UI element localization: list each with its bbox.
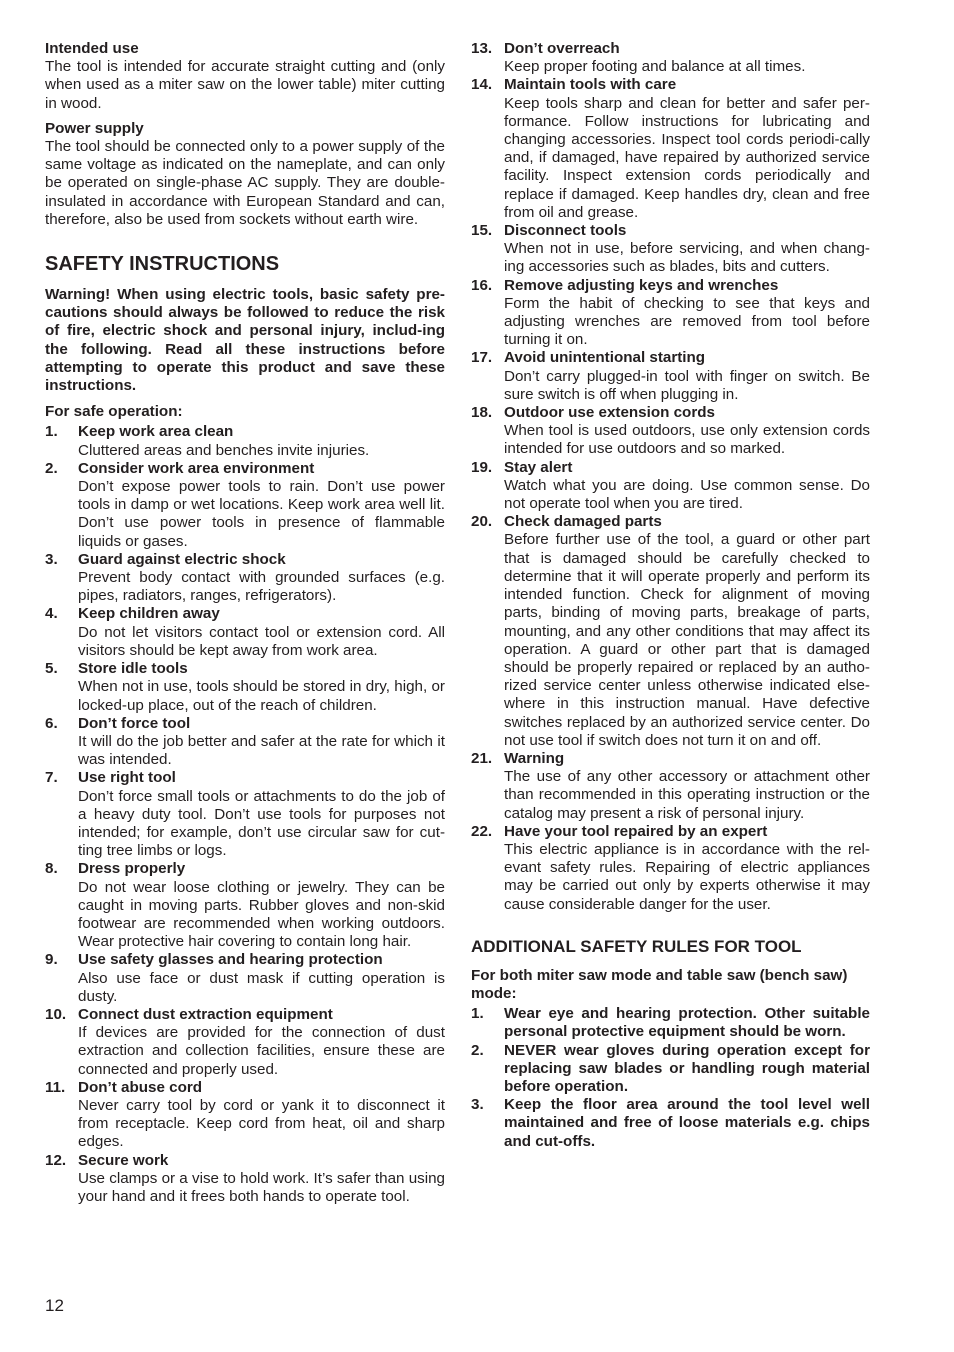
list-item bbox=[45, 1152, 445, 1207]
item-title: Disconnect tools bbox=[504, 222, 627, 240]
safety-warning: Warning! When using electric tools, basic safety pre-cautions should always be followed to reduce the risk of fire, electric shock and personal injury, includ-ing the following. Read all these instructions before attempting to operate this product and save these instructions. bbox=[45, 286, 445, 395]
item-body: This electric appliance is in accordance with the rel-evant safety rules. Repairing of electric appliances may be carried out only by experts otherwise it may cause considerable danger for the user. bbox=[504, 840, 870, 913]
item-body: NEVER wear gloves during operation except for replacing saw blades or handling rough material before operation. bbox=[504, 1041, 870, 1095]
safety-instructions-heading: SAFETY INSTRUCTIONS bbox=[45, 253, 280, 276]
additional-safety-subheading: For both miter saw mode and table saw (bench saw) mode: bbox=[471, 966, 848, 1002]
list-item bbox=[471, 750, 870, 823]
list-item bbox=[471, 349, 870, 404]
list-item bbox=[45, 715, 445, 770]
item-title: Check damaged parts bbox=[504, 513, 662, 531]
intended-use-heading: Intended use bbox=[45, 40, 139, 57]
item-title: Warning bbox=[504, 749, 565, 767]
item-title: Stay alert bbox=[504, 458, 573, 476]
item-body: It will do the job better and safer at the rate for which it was intended. bbox=[78, 732, 445, 769]
item-title: Consider work area environment bbox=[78, 459, 315, 477]
item-number: 4. bbox=[45, 605, 58, 623]
list-item bbox=[45, 1079, 445, 1152]
item-body: Don’t force small tools or attachments to do the job of a heavy duty tool. Don’t use tools for purposes not intended; for example, don’t use circular saw for cut-ting tree limbs or logs. bbox=[78, 787, 445, 860]
item-number: 3. bbox=[471, 1096, 484, 1114]
safety-items-list-left bbox=[45, 423, 445, 1206]
item-number: 18. bbox=[471, 404, 493, 422]
item-number: 9. bbox=[45, 951, 58, 969]
item-body: Use clamps or a vise to hold work. It’s safer than using your hand and it frees both hands to operate tool. bbox=[78, 1169, 445, 1205]
item-number: 13. bbox=[471, 40, 493, 57]
item-number: 2. bbox=[45, 459, 58, 477]
item-title: Store idle tools bbox=[78, 660, 188, 678]
list-item bbox=[471, 277, 870, 350]
list-item bbox=[45, 951, 445, 1006]
item-number: 19. bbox=[471, 458, 493, 476]
item-title: Secure work bbox=[78, 1151, 169, 1169]
item-body: Keep the floor area around the tool level well maintained and free of loose materials e.g. chips and cut-offs. bbox=[504, 1096, 870, 1150]
list-item bbox=[471, 1005, 870, 1041]
item-body: Before further use of the tool, a guard or other part that is damaged should be carefully checked to determine that it will operate properly and perform its intended function. Check for alignment of moving parts, binding of moving parts, breakage of parts, mounting, and any other conditions that may affect its operation. A guard or other part that is damaged should be properly repaired or replaced by an autho-rized service center unless otherwise indicated else-where in this instruction manual. Have defective switches replaced by an authorized service center. Do not use tool if switch does not turn it on and off. bbox=[504, 531, 870, 749]
item-body: Do not let visitors contact tool or extension cord. All visitors should be kept away from work area. bbox=[78, 623, 445, 659]
item-title: Use safety glasses and hearing protection bbox=[78, 951, 383, 969]
item-body: The use of any other accessory or attachment other than recommended in this operating instruction or the catalog may present a risk of personal injury. bbox=[504, 768, 870, 822]
item-body: Keep proper footing and balance at all times. bbox=[504, 58, 806, 76]
item-body: When tool is used outdoors, use only extension cords intended for use outdoors and so marked. bbox=[504, 422, 870, 458]
item-body: Do not wear loose clothing or jewelry. They can be caught in moving parts. Rubber gloves and non-skid footwear are recommended when working outdoors. Wear protective hair covering to contain long hair. bbox=[78, 878, 445, 951]
list-item bbox=[45, 423, 445, 459]
item-title: Dress properly bbox=[78, 860, 186, 878]
list-item bbox=[471, 222, 870, 277]
item-title: Maintain tools with care bbox=[504, 76, 677, 94]
item-title: Keep children away bbox=[78, 605, 220, 623]
additional-safety-heading: ADDITIONAL SAFETY RULES FOR TOOL bbox=[471, 936, 802, 956]
item-number: 14. bbox=[471, 76, 493, 94]
item-number: 12. bbox=[45, 1151, 67, 1169]
item-body: When not in use, before servicing, and when chang-ing accessories such as blades, bits and cutters. bbox=[504, 240, 870, 276]
list-item bbox=[471, 823, 870, 914]
list-item bbox=[471, 76, 870, 222]
item-title: Have your tool repaired by an expert bbox=[504, 822, 768, 840]
list-item bbox=[45, 660, 445, 715]
item-body: When not in use, tools should be stored in dry, high, or locked-up place, out of the reach of children. bbox=[78, 678, 445, 714]
power-supply-heading: Power supply bbox=[45, 119, 144, 137]
item-title: Guard against electric shock bbox=[78, 550, 286, 568]
item-number: 1. bbox=[45, 423, 58, 441]
item-number: 3. bbox=[45, 550, 58, 568]
item-number: 10. bbox=[45, 1005, 67, 1023]
item-number: 22. bbox=[471, 822, 493, 840]
item-title: Don’t abuse cord bbox=[78, 1078, 203, 1096]
list-item bbox=[471, 1042, 870, 1097]
additional-items-list bbox=[471, 1005, 870, 1151]
list-item bbox=[45, 860, 445, 951]
list-item bbox=[45, 605, 445, 660]
list-item bbox=[471, 404, 870, 459]
item-title: Keep work area clean bbox=[78, 423, 234, 441]
item-title: Avoid unintentional starting bbox=[504, 349, 706, 367]
item-number: 6. bbox=[45, 714, 58, 732]
list-item bbox=[45, 460, 445, 551]
list-item bbox=[471, 40, 870, 76]
item-body: Never carry tool by cord or yank it to disconnect it from receptacle. Keep cord from heat, oil and sharp edges. bbox=[78, 1096, 445, 1151]
item-title: Remove adjusting keys and wrenches bbox=[504, 276, 779, 294]
item-number: 8. bbox=[45, 860, 58, 878]
item-body: Wear eye and hearing protection. Other suitable personal protective equipment should be worn. bbox=[504, 1005, 870, 1041]
list-item bbox=[45, 1006, 445, 1079]
item-body: Keep tools sharp and clean for better and safer per-formance. Follow instructions for lubricating and changing accessories. Inspect tool cords periodi-cally and, if damaged, have repaired by authorized service facility. Inspect extension cords periodically and replace if damaged. Keep handles dry, clean and free from oil and grease. bbox=[504, 94, 870, 221]
item-number: 1. bbox=[471, 1005, 484, 1023]
safety-items-list-right bbox=[471, 40, 870, 914]
right-column bbox=[471, 40, 870, 1151]
item-number: 16. bbox=[471, 276, 493, 294]
item-number: 2. bbox=[471, 1041, 484, 1059]
intended-use-text: The tool is intended for accurate straight cutting and (only when used as a miter saw on the lower table) miter cutting in wood. bbox=[45, 58, 445, 112]
item-number: 17. bbox=[471, 349, 493, 367]
item-body: If devices are provided for the connection of dust extraction and collection facilities, ensure these are connected and properly used. bbox=[78, 1024, 445, 1078]
item-number: 11. bbox=[45, 1078, 66, 1096]
item-title: Connect dust extraction equipment bbox=[78, 1005, 333, 1023]
item-body: Cluttered areas and benches invite injuries. bbox=[78, 441, 370, 459]
item-number: 21. bbox=[471, 749, 493, 767]
list-item bbox=[471, 459, 870, 514]
for-safe-operation-label: For safe operation: bbox=[45, 403, 183, 421]
item-body: Watch what you are doing. Use common sense. Do not operate tool when you are tired. bbox=[504, 476, 870, 513]
list-item bbox=[45, 769, 445, 860]
item-title: Don’t force tool bbox=[78, 714, 191, 732]
item-body: Form the habit of checking to see that keys and adjusting wrenches are removed from tool before turning it on. bbox=[504, 294, 870, 349]
list-item bbox=[471, 1096, 870, 1151]
list-item bbox=[45, 551, 445, 606]
item-number: 15. bbox=[471, 222, 493, 240]
item-title: Use right tool bbox=[78, 769, 176, 787]
item-number: 5. bbox=[45, 660, 58, 678]
item-body: Prevent body contact with grounded surfaces (e.g. pipes, radiators, ranges, refrigerators). bbox=[78, 569, 445, 605]
power-supply-text: The tool should be connected only to a power supply of the same voltage as indicated on the nameplate, and can only be operated on single-phase AC supply. They are double-insulated in accordance with European Standard and can, therefore, also be used from sockets without earth wire. bbox=[45, 138, 445, 228]
left-column bbox=[45, 40, 445, 1206]
item-number: 7. bbox=[45, 769, 58, 787]
list-item bbox=[471, 513, 870, 750]
item-title: Outdoor use extension cords bbox=[504, 404, 715, 422]
item-number: 20. bbox=[471, 513, 493, 531]
item-body: Don’t expose power tools to rain. Don’t use power tools in damp or wet locations. Keep work area well lit. Don’t use power tools in presence of flammable liquids or gases. bbox=[78, 478, 445, 550]
item-body: Also use face or dust mask if cutting operation is dusty. bbox=[78, 969, 445, 1005]
item-body: Don’t carry plugged-in tool with finger on switch. Be sure switch is off when plugging in. bbox=[504, 367, 870, 403]
page-number: 12 bbox=[45, 1296, 64, 1315]
item-title: Don’t overreach bbox=[504, 40, 620, 57]
